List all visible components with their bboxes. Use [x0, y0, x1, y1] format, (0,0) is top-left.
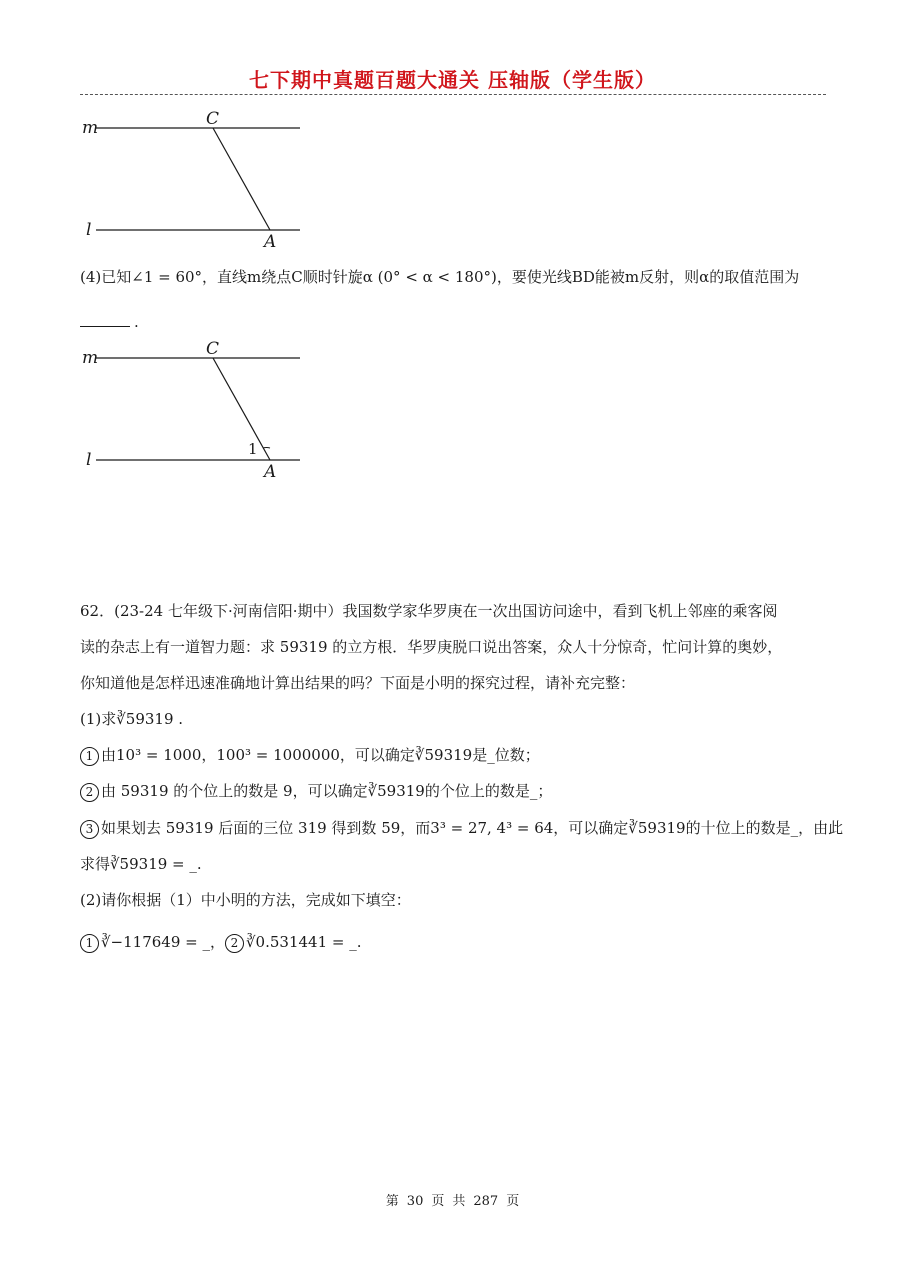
- label-c: C: [206, 339, 220, 359]
- page-footer: 第 30 页 共 287 页: [385, 1194, 520, 1209]
- label-m: m: [82, 118, 99, 138]
- q4-answer-line: [80, 310, 139, 333]
- label-l: l: [86, 450, 92, 470]
- header-divider: [80, 94, 826, 95]
- label-a: A: [264, 462, 277, 480]
- page-header-title: 七下期中真题百题大通关 压轴版（学生版）: [249, 68, 656, 92]
- q4-end: .: [134, 313, 139, 331]
- label-a: A: [264, 232, 277, 250]
- circled-number: 3: [80, 820, 99, 839]
- page-number: 30: [406, 1194, 424, 1209]
- segment-ca: [213, 128, 270, 230]
- circled-number: 2: [225, 934, 244, 953]
- q62-line-1: 62．(23-24 七年级下·河南信阳·期中）我国数学家华罗庚在一次出国访问途中，看到飞机上邻座的乘客阅: [80, 602, 778, 620]
- circled-number: 1: [80, 747, 99, 766]
- page-total: 287: [473, 1194, 499, 1209]
- q62-step-1: 1 由10³ = 1000，100³ = 1000000，可以确定∛59319是_位数；: [80, 744, 540, 766]
- segment-ca: [213, 358, 270, 460]
- label-c: C: [206, 109, 220, 129]
- label-angle-1: 1: [248, 440, 258, 458]
- q62-line-2: 读的杂志上有一道智力题：求 59319 的立方根．华罗庚脱口说出答案，众人十分惊奇，忙问计算的奥妙，: [80, 638, 783, 656]
- figure-1: [80, 108, 310, 250]
- q62-fill: 1 ∛−117649 = _， 2 ∛0.531441 = _.: [80, 931, 362, 953]
- circled-number: 1: [80, 934, 99, 953]
- q4-text: (4)已知∠1 = 60°，直线m绕点C顺时针旋α (0° < α < 180°)，要使光线BD能被m反射，则α的取值范围为: [80, 268, 800, 286]
- figure-2: [80, 338, 310, 480]
- q62-part-1: (1)求∛59319 .: [80, 710, 184, 728]
- q62-step-3-cont: 求得∛59319 = _.: [80, 855, 202, 873]
- q62-step-2: 2 由 59319 的个位上的数是 9，可以确定∛59319的个位上的数是_；: [80, 780, 552, 802]
- angle-1-arc: [263, 447, 270, 448]
- label-l: l: [86, 220, 92, 240]
- q62-step-3: 3 如果划去 59319 后面的三位 319 得到数 59，而3³ = 27, 4³ = 64，可以确定∛59319的十位上的数是_，由此: [80, 817, 843, 839]
- q62-part-2: (2)请你根据（1）中小明的方法，完成如下填空：: [80, 891, 411, 909]
- q62-line-3: 你知道他是怎样迅速准确地计算出结果的吗？下面是小明的探究过程，请补充完整：: [80, 674, 636, 692]
- label-m: m: [82, 348, 99, 368]
- circled-number: 2: [80, 783, 99, 802]
- answer-blank[interactable]: [80, 310, 130, 327]
